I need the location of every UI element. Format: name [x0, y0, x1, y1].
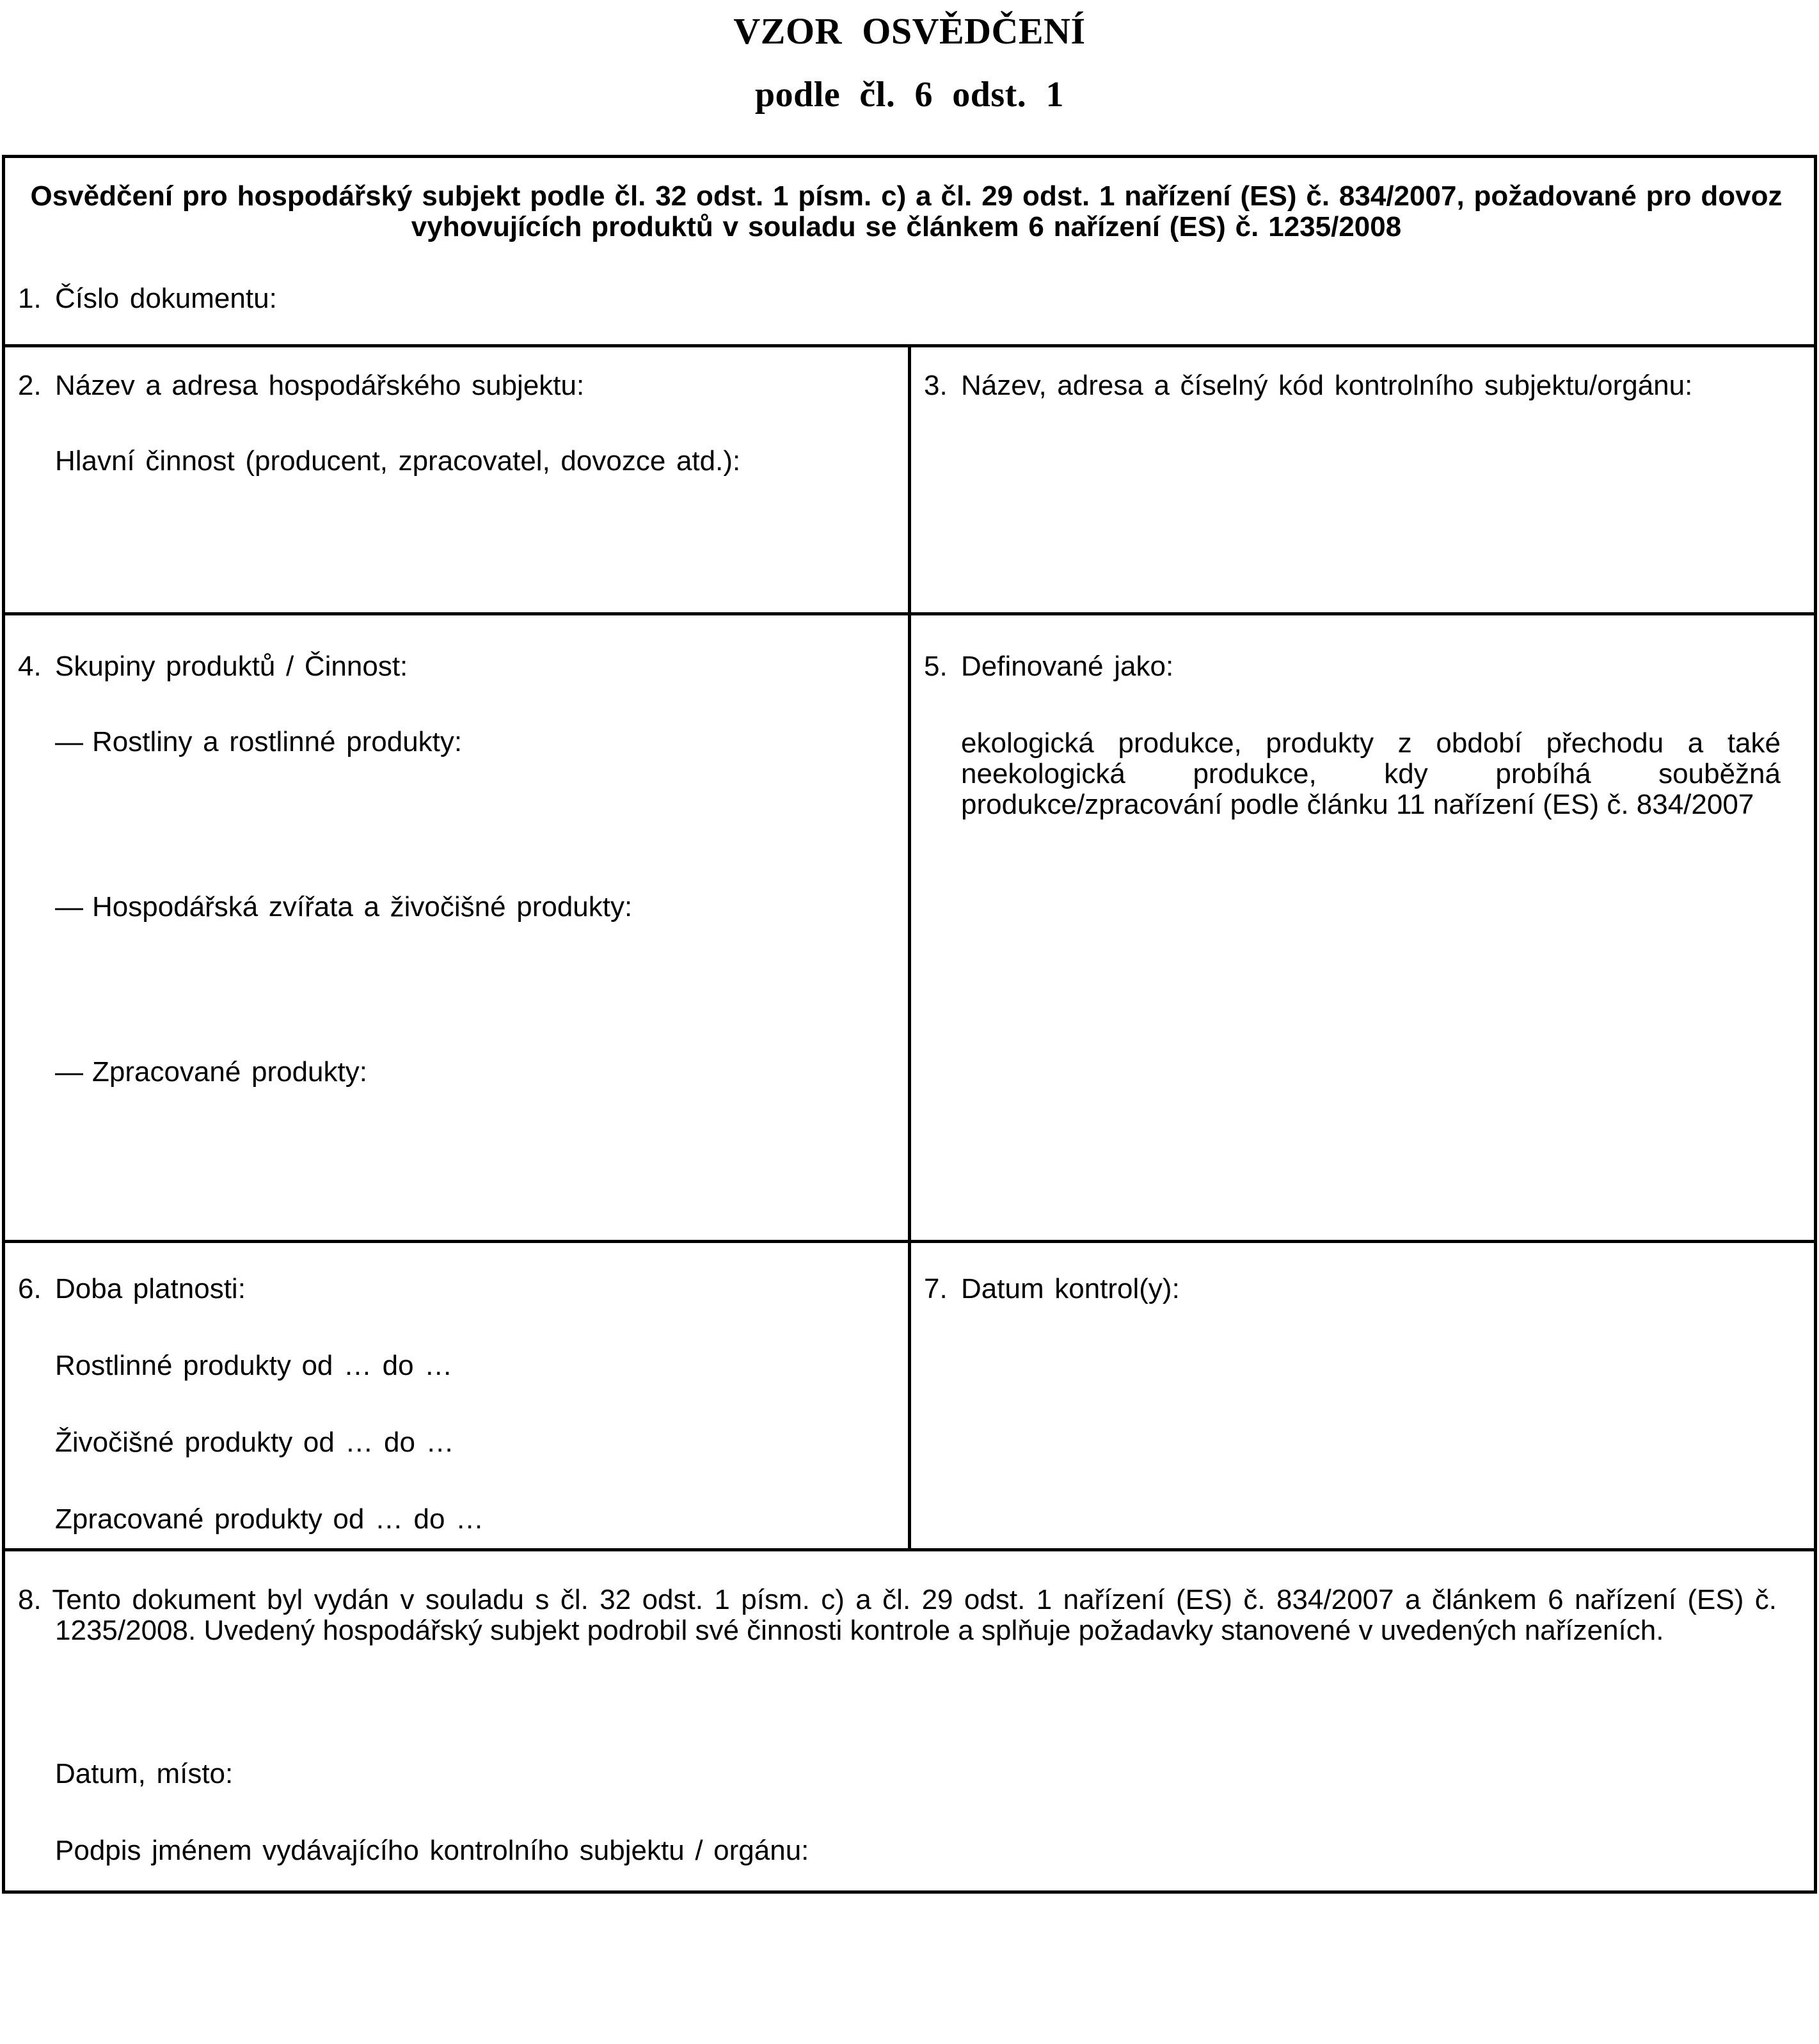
- field-number: 5.: [924, 651, 948, 682]
- cell-defined-as: [910, 614, 1816, 1242]
- certificate-title: Osvědčení pro hospodářský subjekt podle čl. 32 odst. 1 písm. c) a čl. 29 odst. 1 nařízení (ES) č. 834/2007, požadované pro dovoz vyhovujících produktů v souladu se článkem 6 nařízení (ES) č. 1235/2008: [30, 180, 1783, 242]
- row-declaration-signature: [4, 1550, 1816, 1892]
- row-validity-and-inspection-date: [4, 1242, 1816, 1550]
- product-group-livestock: [55, 892, 889, 923]
- field-number: 6.: [18, 1273, 42, 1304]
- cell-inspection-date: [910, 1242, 1816, 1550]
- declaration-paragraph: [18, 1585, 1777, 1646]
- cell-header-document-number: [4, 157, 1816, 346]
- cell-declaration: [4, 1550, 1816, 1892]
- validity-processed-products: Zpracované produkty od … do …: [55, 1503, 484, 1535]
- field-number: 3.: [924, 370, 948, 401]
- em-dash: —: [55, 891, 83, 923]
- field-label: Název, adresa a číselný kód kontrolního subjektu/orgánu:: [961, 370, 1693, 401]
- field-label: Definované jako:: [961, 651, 1174, 682]
- page-title: VZOR OSVĚDČENÍ: [733, 10, 1086, 52]
- field-defined-as: [924, 651, 1795, 682]
- row-header-and-document-number: [4, 157, 1816, 346]
- cell-control-body: [910, 346, 1816, 614]
- field-label: Datum kontrol(y):: [961, 1273, 1180, 1304]
- validity-animal-products: Živočišné produkty od … do …: [55, 1427, 454, 1458]
- field-number: 4.: [18, 651, 42, 682]
- certificate-table: [2, 155, 1817, 1894]
- field-main-activity: Hlavní činnost (producent, zpracovatel, dovozce atd.):: [55, 445, 741, 477]
- product-group-label: Zpracované produkty:: [92, 1056, 367, 1088]
- field-label: Název a adresa hospodářského subjektu:: [55, 370, 585, 401]
- product-group-processed: [55, 1057, 889, 1088]
- date-place-label: Datum, místo:: [55, 1758, 234, 1789]
- declaration-text: Tento dokument byl vydán v souladu s čl. 32 odst. 1 písm. c) a čl. 29 odst. 1 nařízení (ES) č. 834/2007 a článkem 6 nařízení (ES) č. 1235/2008. Uvedený hospodářský subjekt podrobil své činnosti kontrole a splňuje požadavky stanovené v uvedených nařízeních.: [52, 1584, 1777, 1646]
- defined-as-text: ekologická produkce, produkty z období přechodu a také neekologická produkce, kdy probíhá souběžná produkce/zpracování podle článku 11 nařízení (ES) č. 834/2007: [961, 727, 1781, 820]
- field-number: 8.: [18, 1584, 42, 1615]
- field-number: 2.: [18, 370, 42, 401]
- field-product-groups: [18, 651, 889, 682]
- field-label: Doba platnosti:: [55, 1273, 246, 1304]
- em-dash: —: [55, 1056, 83, 1088]
- field-document-number: [18, 283, 1795, 314]
- product-group-plants: [55, 727, 889, 757]
- cell-product-groups: [4, 614, 910, 1242]
- product-group-label: Rostliny a rostlinné produkty:: [92, 726, 463, 757]
- field-label: Číslo dokumentu:: [55, 283, 277, 314]
- field-number: 1.: [18, 283, 42, 314]
- page-subtitle: podle čl. 6 odst. 1: [755, 75, 1064, 115]
- em-dash: —: [55, 726, 83, 757]
- cell-validity-period: [4, 1242, 910, 1550]
- field-inspection-date: [924, 1274, 1795, 1304]
- signature-label: Podpis jménem vydávajícího kontrolního subjektu / orgánu:: [55, 1835, 809, 1866]
- product-group-label: Hospodářská zvířata a živočišné produkty:: [92, 891, 633, 923]
- cell-operator-name-address: [4, 346, 910, 614]
- field-control-body: [924, 370, 1795, 401]
- row-product-groups-and-definition: [4, 614, 1816, 1242]
- row-operator-and-control-body: [4, 346, 1816, 614]
- scanned-certificate-page: [0, 9, 1819, 2044]
- field-label: Skupiny produktů / Činnost:: [55, 651, 408, 682]
- field-number: 7.: [924, 1273, 948, 1304]
- validity-plant-products: Rostlinné produkty od … do …: [55, 1350, 453, 1381]
- field-operator-name-address: [18, 370, 889, 401]
- field-validity-period: [18, 1274, 889, 1304]
